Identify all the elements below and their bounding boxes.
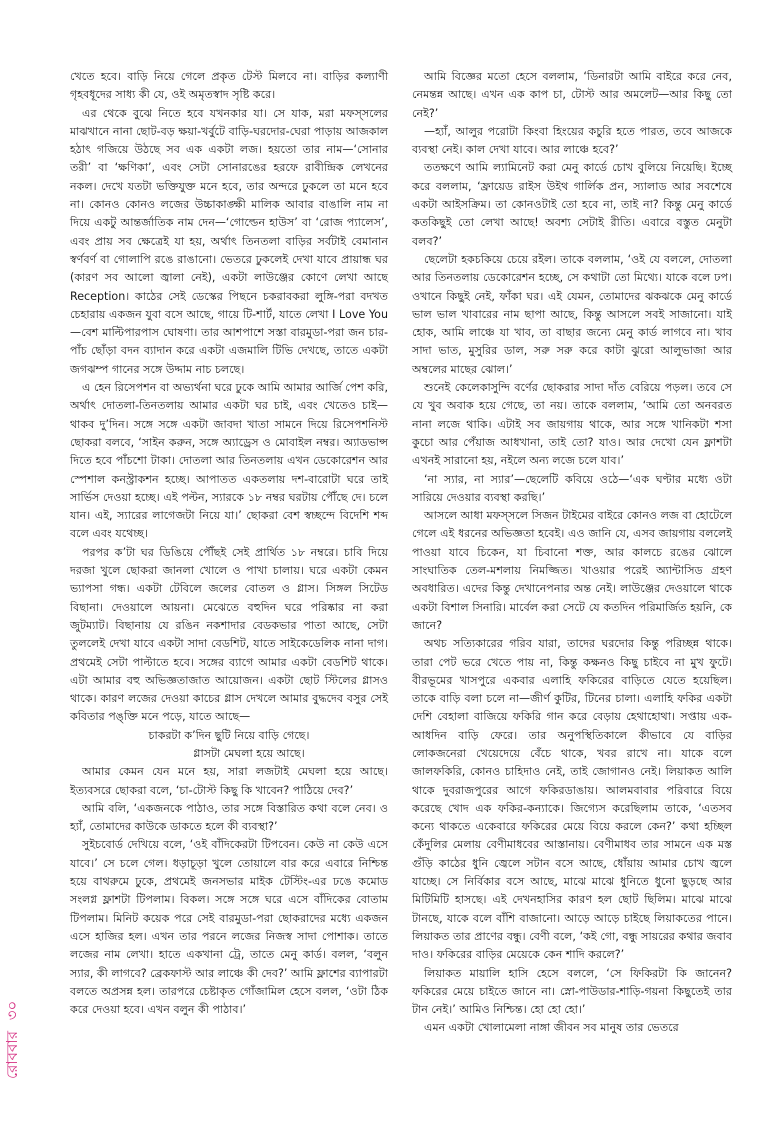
paragraph: ছেলেটা হকচকিয়ে চেয়ে রইল। তাকে বললাম, ‘ওই যে বললে, দোতলা আর তিনতলায় ডেকোরেশন হচ্ছে, সে কথাটা তো মিথ্যে। যাকে বলে ঢপ। ওখানে কিছুই নেই, ফাঁকা ঘর। এই যেমন, তোমাদের ঝকঝকে মেনু কার্ডে ভাল ভাল খাবারের নাম ছাপা আছে, কিন্তু আসলে সবই সাজানো। যাই হোক, আমি লাঞ্চে যা খাব, তা বাছার জন্যে মেনু কার্ড লাগবে না। খাব সাদা ভাত, মুসুরির ডাল, সরু সরু করে কাটা ঝুরো আলুভাজা আর অম্বলের মাছের ঝোল।’ bbox=[412, 252, 732, 376]
paragraph: লিয়াকত মায়ালি হাসি হেসে বললে, ‘সে ফিকিরটা কি জানেন? ফকিরের মেয়ে চাইতে জানে না। স্নো-পাউডার-শাড়ি-গয়না কিছুতেই তার টান নেই।’ আমিও নিশ্চিন্ত। হো হো হো।’ bbox=[412, 966, 732, 1017]
page-number: ৩০ bbox=[3, 1000, 21, 1021]
magazine-name: রোববার bbox=[3, 1031, 21, 1079]
paragraph: সুইচবোর্ড দেখিয়ে বলে, ‘ওই বাঁদিকেরটা টিপবেন। কেউ না কেউ এসে যাবে।’ সে চলে গেল। ধড়াচূড়া খুলে তোয়ালে বার করে এবারে নিশ্চিন্ত হয়ে বাথরুমে ঢুকে, প্রথমেই জনসভার মাইক টেস্টিং-এর ঢঙে কমোড সংলগ্ন ফ্লাশটা টিপলাম। বিকল। সঙ্গে সঙ্গে ঘরে এসে বাঁদিকের বোতাম টিপলাম। মিনিট কয়েক পরে সেই বারমুডা-পরা ছোকরাদের মধ্যে একজন এসে হাজির হল। এখন তার পরনে লজের নিজস্ব সাদা পোশাক। তাতে লজের নাম লেখা। হাতে একখানা ট্রে, তাতে মেনু কার্ড। বলল, ‘বলুন স্যার, কী লাগবে? ব্রেকফাস্ট আর লাঞ্চে কী দেব?’ আমি ফ্লাশের ব্যাপারটা বলতে অপ্রসন্ন হল। তারপরে চেষ্টাকৃত গোঁজামিল হেসে বলল, ‘ওটা ঠিক করে দেওয়া হবে। এখন বলুন কী পাঠাব।’ bbox=[70, 838, 389, 1017]
poem-line: গ্লাসটা মেঘলা হয়ে আছে। bbox=[193, 746, 305, 760]
paragraph: এমন একটা খোলামেলা নাঙ্গা জীবন সব মানুষ তার ভেতরে bbox=[424, 1021, 679, 1035]
paragraph: এর থেকে বুঝে নিতে হবে যখনকার যা। সে যাক, মরা মফস্সলের মাঝখানে নানা ছোট-বড় ক্ষয়া-খর্বুটে বাড়ি-ঘরদোর-ঘেরা পাড়ায় আজকাল হঠাৎ গজিয়ে উঠছে সব এক একটা লজ। হয়তো তার নাম—‘সোনার তরী’ বা ‘ক্ষণিকা’, এবং সেটা সোনারঙের হরফে রাবীন্দ্রিক লেখনের নকল। দেখে যতটা ভক্তিযুক্ত মনে হবে, তার অন্দরে ঢুকলে তা মনে হবে না। কোনও কোনও লজের উচ্চাকাঙ্ক্ষী মালিক আবার বাঙালি নাম না দিয়ে একটু আন্তর্জাতিক নাম দেন—‘গোল্ডেন হাউস’ বা ‘রোজ প্যালেস’, এবং প্রায় সব ক্ষেত্রেই যা হয়, অর্থাৎ তিনতলা বাড়ির সর্বটাই বেমানান স্বর্ণবর্ণ বা গোলাপি রঙে রাঙানো। ভেতরে ঢুকলেই দেখা যাবে প্রায়ান্ধ ঘর (কারণ সব আলো জ্বালা নেই), একটা লাউঞ্জের কোণে লেখা আছে Reception। কাঠের সেই ডেস্কের পিছনে চকরাবকরা লুঙ্গি-পরা বদখত চেহারায় একজন যুবা বসে আছে, গায়ে টি-শার্ট, যাতে লেখা I Love You—বেশ মাল্টিপারপাস ঘোষণা। তার আশপাশে সস্তা বারমুডা-পরা জন চার-পাঁচ ছোঁড়া বদন ব্যাদান করে একটা এজমালি টিভি দেখছে, তাতে একটা জগঝম্প গানের সঙ্গে উদ্দাম নাচ চলছে। bbox=[70, 106, 388, 376]
page-footer bbox=[1, 1001, 26, 1079]
paragraph: অথচ সত্যিকারের গরিব যারা, তাদের ঘরদোর কিন্তু পরিচ্ছন্ন থাকে। তারা পেট ভরে খেতে পায় না, কিন্তু কক্ষনও কিছু চাইবে না মুখ ফুটে। বীরভূমের খাসপুরে একবার এলাহি ফকিরের বাড়িতে যেতে হয়েছিল। তাকে বাড়ি বলা চলে না—জীর্ণ কুটির, টিনের চালা। এলাহি ফকির একটা দেশি বেহালা বাজিয়ে ফকিরি গান করে বেড়ায় হেথাহোথা। সপ্তায় এক-আধদিন বাড়ি ফেরে। তার অনুপস্থিতিকালে কীভাবে যে বাড়ির লোকজনেরা খেয়েদেয়ে বেঁচে থাকে, খবর রাখে না। যাকে বলে জালফকিরি, কোনও চাহিদাও নেই, তাই জোগানও নেই। লিয়াকত আলি থাকে দুবরাজপুরের আগে ফকিরডাঙায়। আলমবাবার পরিবারে বিয়ে করেছে খোদ এক ফকির-কন্যাকে। জিগ্যেস করেছিলাম তাকে, ‘এতসব কন্যে থাকতে একেবারে ফকিরের মেয়ে বিয়ে করলে কেন?’ কথা হচ্ছিল কেঁদুলির মেলায় বেণীমাধবের আস্তানায়। বেণীমাধব তার সামনে এক মস্ত গুঁড়ি কাঠের ধুনি জ্বেলে সটান বসে আছে, ধোঁয়ায় আমার চোখ জ্বলে যাচ্ছে। সে নির্বিকার বসে আছে, মাঝে মাঝে ধুনিতে ধুনো ছুড়ছে আর মিটিমিটি হাসছে। এই দেখনহাসির কারণ হল ছোট ছিলিম। মাঝে মাঝে টানছে, যাকে বলে বাঁশি বাজানো। আড়ে আড়ে চাইছে লিয়াকতের পানে। লিয়াকত তার প্রাণের বন্ধু। বেণী বলে, ‘কই গো, বন্ধু সায়রের কথার জবাব দাও। ফকিরের বাড়ির মেয়েকে কেন শাদি করলে?’ bbox=[412, 637, 732, 962]
paragraph: ‘না স্যার, না স্যার’—ছেলেটি কবিয়ে ওঠে—‘এক ঘণ্টার মধ্যে ওটা সারিয়ে দেওয়ার ব্যবস্থা করছি।’ bbox=[412, 472, 732, 504]
paragraph: —হ্যাঁ, আলুর পরোটা কিংবা হিংয়ের কচুরি হতে পারত, তবে আজকে ব্যবস্থা নেই। কাল দেখা যাবে। আর লাঞ্চে হবে?’ bbox=[412, 124, 732, 157]
paragraph: আমি বলি, ‘একজনকে পাঠাও, তার সঙ্গে বিস্তারিত কথা বলে নেব। ও হ্যাঁ, তোমাদের কাউকে ডাকতে হলে কী ব্যবস্থা?’ bbox=[70, 801, 388, 834]
paragraph: আমার কেমন যেন মনে হয়, সারা লজটাই মেঘলা হয়ে আছে। ইত্যবসরে ছোকরা বলে, ‘চা-টোস্ট কিছু কি খাবেন? পাঠিয়ে দেব?’ bbox=[70, 765, 388, 797]
paragraph: পরপর ক’টা ঘর ডিঙিয়ে পৌঁছই সেই প্রার্থিত ১৮ নম্বরে। চাবি দিয়ে দরজা খুলে ছোকরা জানলা খোলে ও পাখা চালায়। ঘরে একটা কেমন ভ্যাপসা গন্ধ। একটা টেবিলে জলের বোতল ও গ্লাস। সিঙ্গল সিটেড বিছানা। দেওয়ালে আয়না। মেঝেতে বহুদিন ঘরে পরিষ্কার না করা জুটম্যাট। বিছানায় যে রঙিন নকশাদার বেডকভার পাতা আছে, সেটা তুললেই দেখা যাবে একটা সাদা বেডশিট, যাতে সাইকেডেলিক নানা দাগ। প্রথমেই সেটা পাল্টাতে হবে। সঙ্গের ব্যাগে আমার একটা বেডশিট থাকে। এটা আমার বহু অভিজ্ঞতাজাত আয়োজন। একটা ছোট স্টিলের গ্লাসও থাকে। কারণ লজের দেওয়া কাচের গ্লাস দেখলে আমার বুদ্ধদেব বসুর সেই কবিতার পঙ্‌ক্তি মনে পড়ে, যাতে আছে— bbox=[70, 545, 388, 724]
paragraph: ততক্ষণে আমি ল্যামিনেট করা মেনু কার্ডে চোখ বুলিয়ে নিয়েছি। ইচ্ছে করে বললাম, ‘ফ্রায়েড রাইস উইথ গার্লিক প্রন, স্যালাড আর সবশেষে একটা আইসক্রিম। তা কোনওটাই তো হবে না, তাই না? কিন্তু মেনু কার্ডে কতকিছুই তো লেখা আছে! অবশ্য সেটাই রীতি। এবারে বস্তুত মেনুটা বলব?’ bbox=[412, 161, 732, 248]
paragraph: আসলে আধা মফস্সলে সিজন টাইমের বাইরে কোনও লজ বা হোটেলে গেলে এই ধরনের অভিজ্ঞতা হবেই। এও জানি যে, এসব জায়গায় বললেই পাওয়া যাবে চিকেন, যা চিবানো শক্ত, আর কালচে রঙের ঝোলে সাংঘাতিক তেল-মশলায় নিমজ্জিত। খাওয়ার পরেই অ্যান্টাসিড গ্রহণ অবধারিত। এদের কিন্তু দেখানেপনার অন্ত নেই। লাউঞ্জের দেওয়ালে থাকে একটা বিশাল সিনারি। মার্বেল করা সেটে যে কতদিন পরিমার্জিত হয়নি, কে জানে? bbox=[412, 509, 732, 632]
paragraph: আমি বিজ্ঞের মতো হেসে বললাম, ‘ডিনারটা আমি বাইরে করে নেব, নেমন্তন্ন আছে। এখন এক কাপ চা, টোস্ট আর অমলেট—আর কিছু তো নেই?’ bbox=[412, 70, 732, 120]
left-column bbox=[70, 68, 388, 1019]
paragraph: এ হেন রিসেপশন বা অভ্যর্থনা ঘরে ঢুকে আমি আমার আর্জি পেশ করি, অর্থাৎ দোতলা-তিনতলায় আমার একটা ঘর চাই, এবং খেতেও চাই—থাকব দু’দিন। সঙ্গে সঙ্গে একটা জাবদা খাতা সামনে দিয়ে রিসেপশনিস্ট ছোকরা বলবে, ‘সাইন করুন, সঙ্গে অ্যাড্রেস ও মোবাইল নম্বর। অ্যাডভান্স দিতে হবে পাঁচশো টাকা। দোতলা আর তিনতলায় এখন ডেকোরেশন আর স্পেশাল কনস্ট্রাকশন হচ্ছে। আপাতত একতলায় দশ-বারোটা ঘরে তাই সার্ভিস দেওয়া হচ্ছে। এই পল্টন, স্যারকে ১৮ নম্বর ঘরটায় পৌঁছে দে। চলে যান। এই, স্যারের লাগেজটা নিয়ে যা।’ ছোকরা বেশ স্বচ্ছন্দে বিদেশি শব্দ বলে এবং যথেচ্ছ। bbox=[70, 381, 388, 541]
poem-line: চাকরটা ক’দিন ছুটি নিয়ে বাড়ি গেছে। bbox=[148, 728, 310, 742]
right-column bbox=[412, 68, 732, 1038]
paragraph: খেতে হবে। বাড়ি নিয়ে গেলে প্রকৃত টেস্ট মিলবে না। বাড়ির কল্যাণী গৃহবধূদের সাধ্য কী যে, ওই অমৃতস্বাদ সৃষ্টি করে। bbox=[70, 70, 388, 102]
paragraph: শুনেই কেলেকাসুন্দি বর্ণের ছোকরার সাদা দাঁত বেরিয়ে পড়ল। তবে সে যে খুব অবাক হয়ে গেছে, তা নয়। তাকে বললাম, ‘আমি তো অনবরত নানা লজে থাকি। এটাই সব জায়গায় থাকে, আর সঙ্গে খানিকটা শসা কুচো আর পেঁয়াজ আধখানা, তাই তো? যাও। আর দেখো যেন ফ্লাশটা এখনই সারানো হয়, নইলে অন্য লজে চলে যাব।’ bbox=[412, 381, 732, 468]
